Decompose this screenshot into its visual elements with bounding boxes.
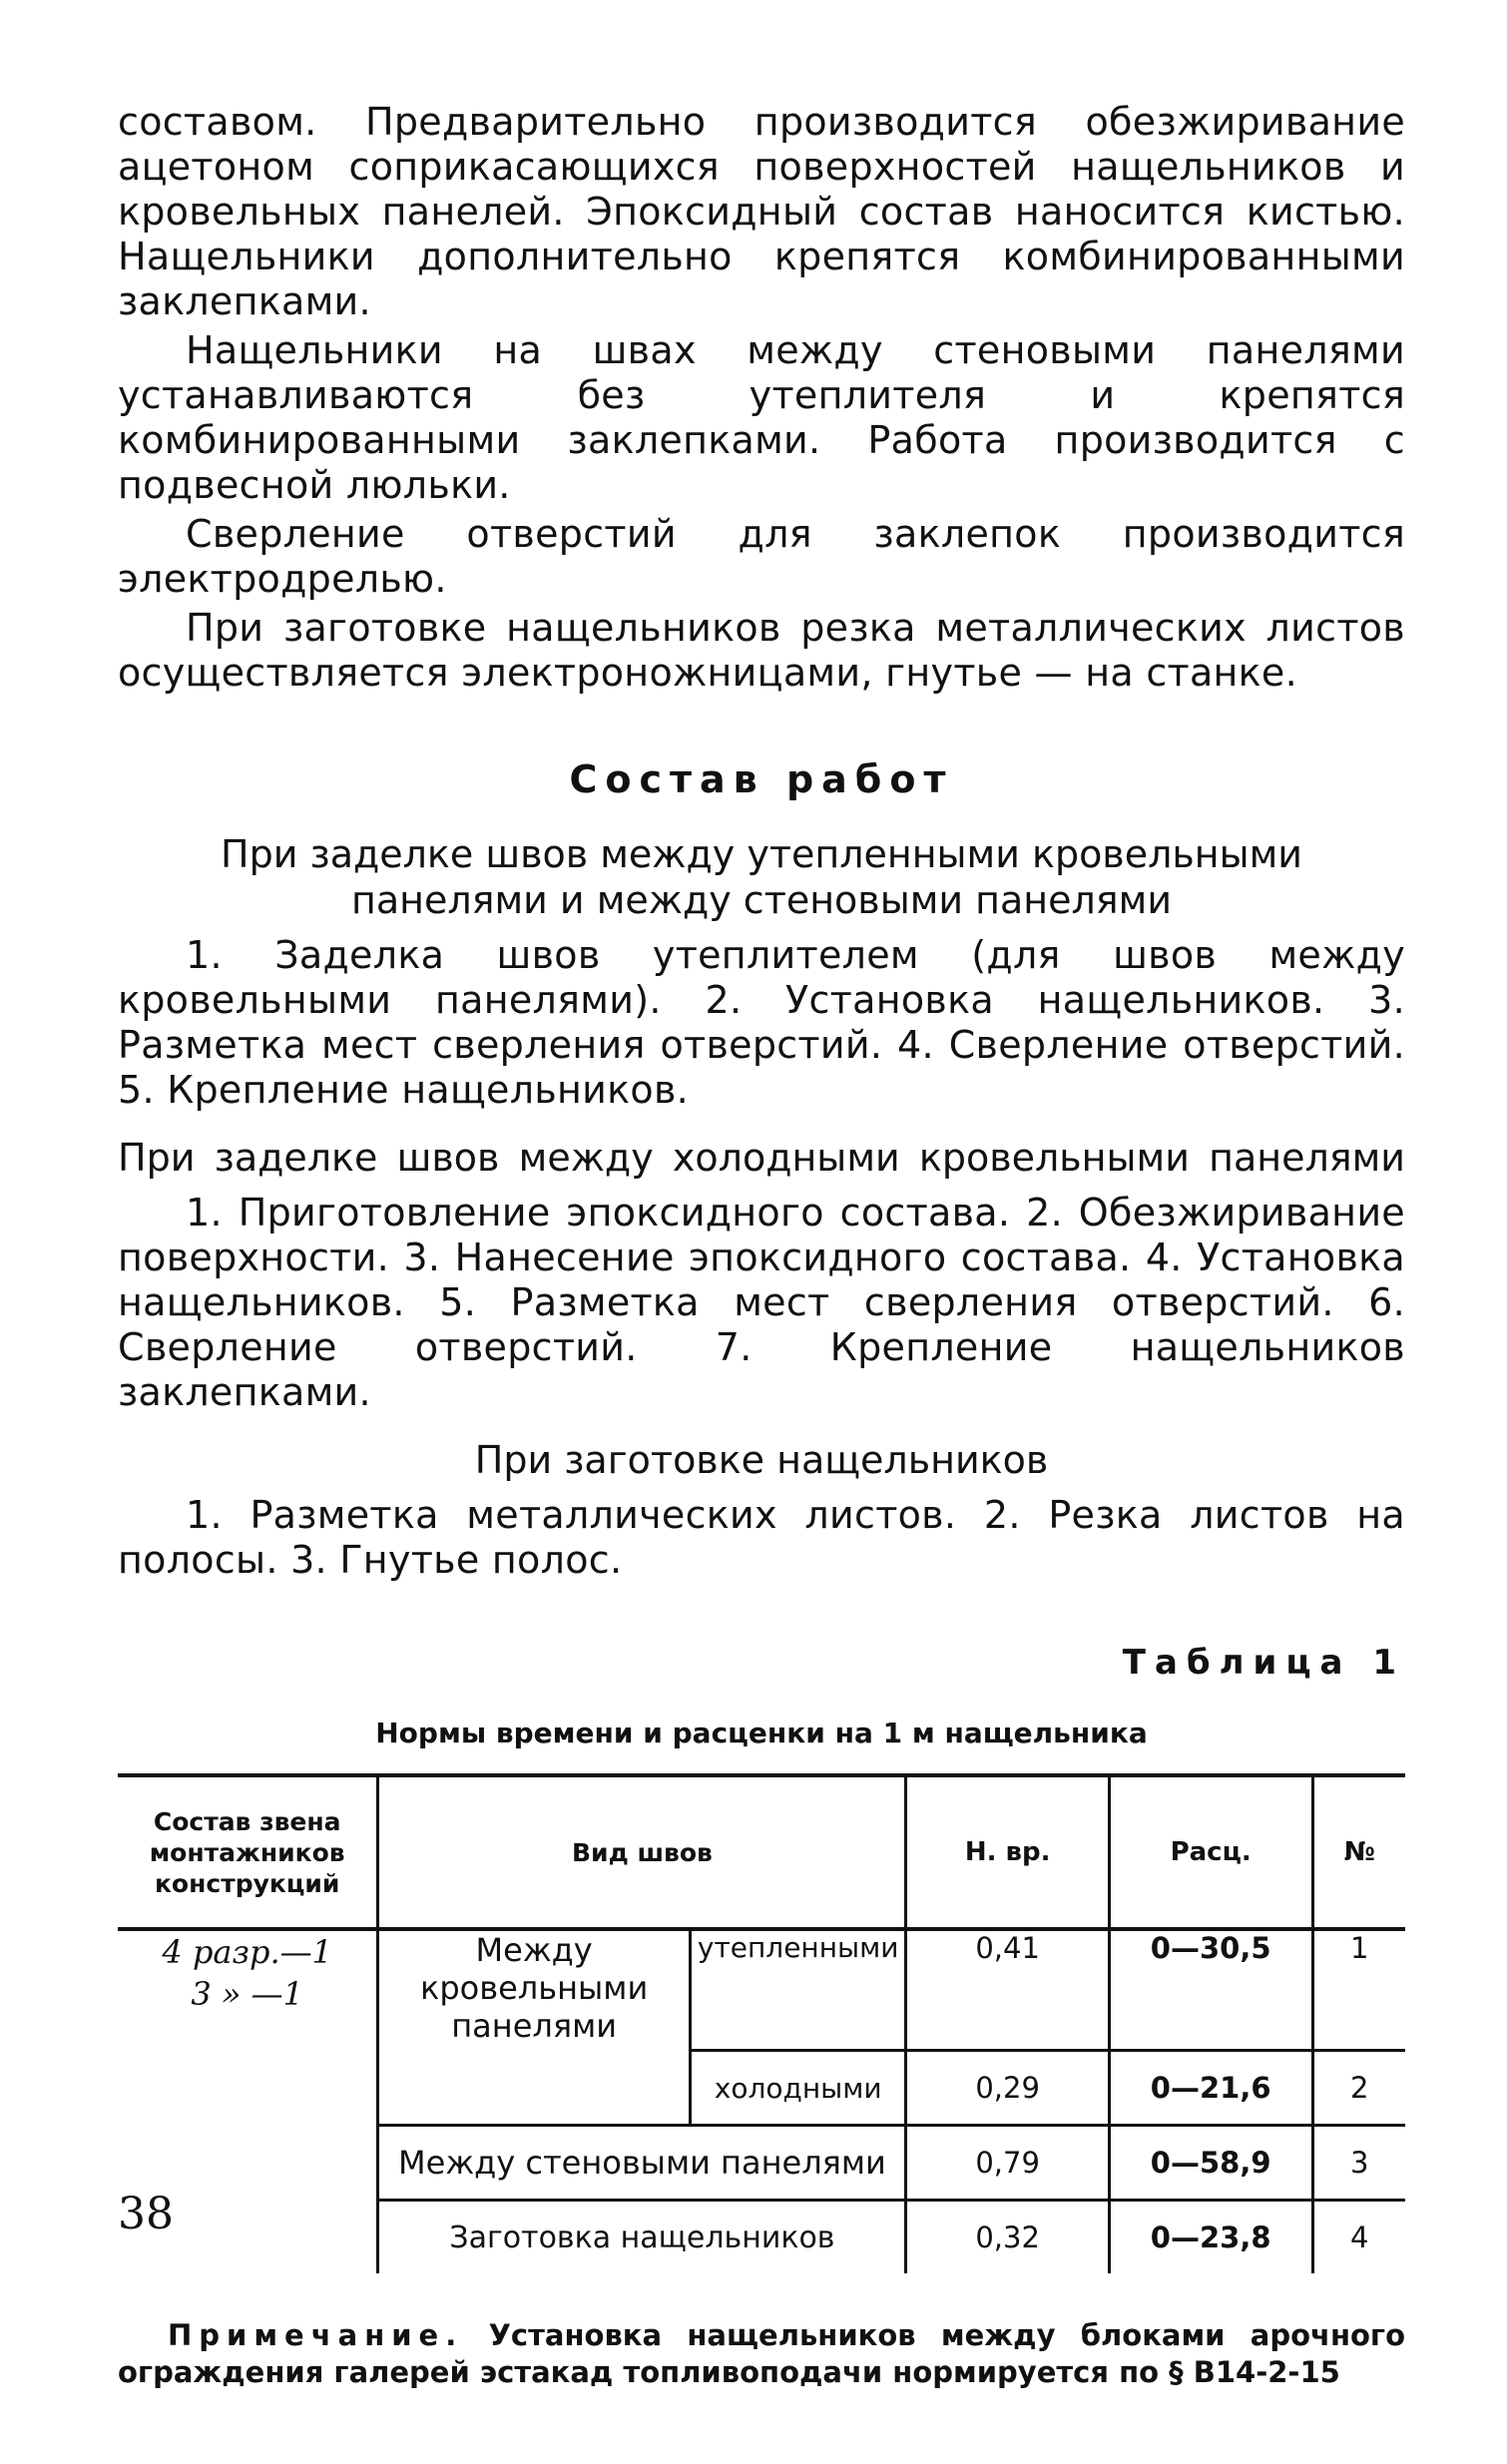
note-text: Установка нащельников между блоками арочного ограждения галерей эстакад топливоподачи нормируется по § В14-2-15: [118, 2318, 1405, 2389]
works-text-insulated: 1. Заделка швов утеплителем (для швов между кровельными панелями). 2. Установка нащельников. 3. Разметка мест сверления отверстий. 4. Сверление отверстий. 5. Крепление нащельников.: [118, 933, 1405, 1112]
wall-panels-label: Между стеновыми панелями: [378, 2126, 906, 2201]
paragraph-continuation: составом. Предварительно производится обезжиривание ацетоном соприкасающихся поверхностей нащельников и кровельных панелей. Эпоксидный состав наносится кистью. Нащельники дополнительно крепятся комбинированными заклепками.: [118, 100, 1405, 323]
table-note: [118, 2317, 1405, 2391]
row-number: 1: [1350, 1931, 1369, 1965]
norm-value: 0,41: [906, 1929, 1109, 2051]
table-label: Таблица 1: [1122, 1643, 1405, 1683]
works-heading-insulated: При заделке швов между утепленными кровельными панелями и между стеновыми панелями: [221, 832, 1302, 922]
table-row: [118, 1929, 1405, 2051]
page-number: 38: [118, 2189, 174, 2239]
header-num: №: [1312, 1775, 1405, 1929]
sub-insulated: утепленными: [690, 1929, 906, 2051]
sub-cold: холодными: [690, 2051, 906, 2126]
rate-value: 0—58,9: [1109, 2126, 1312, 2201]
crew-line-1: 4 разр.—1: [162, 1933, 332, 1971]
paragraph-drilling: Сверление отверстий для заклепок производится электродрелью.: [118, 512, 1405, 601]
norm-value: 0,29: [906, 2051, 1109, 2126]
section-title: Состав работ: [569, 757, 954, 801]
document-page: [118, 100, 1405, 2391]
rate-value: 0—23,8: [1109, 2201, 1312, 2274]
table-row: [118, 2126, 1405, 2201]
crew-composition: [118, 1929, 378, 2126]
preparation-label: Заготовка нащельников: [378, 2201, 906, 2274]
table-row: [118, 2201, 1405, 2274]
paragraph-wall-seams: Нащельники на швах между стеновыми панелями устанавливаются без утеплителя и крепятся комбинированными заклепками. Работа производится с подвесной люльки.: [118, 328, 1405, 507]
norms-table: [118, 1773, 1405, 2273]
note-lead: Примечание.: [168, 2318, 464, 2352]
header-rate: Расц.: [1109, 1775, 1312, 1929]
works-text-cold: 1. Приготовление эпоксидного состава. 2. Обезжиривание поверхности. 3. Нанесение эпоксидного состава. 4. Установка нащельников. 5. Разметка мест сверления отверстий. 6. Сверление отверстий. 7. Крепление нащельников заклепками.: [118, 1191, 1405, 1414]
works-text-preparation: 1. Разметка металлических листов. 2. Резка листов на полосы. 3. Гнутье полос.: [118, 1493, 1405, 1582]
header-crew: Состав звена монтажников конструкций: [118, 1775, 378, 1929]
norm-value: 0,79: [906, 2126, 1109, 2201]
works-heading-cold: При заделке швов между холодными кровельными панелями: [118, 1136, 1405, 1180]
table-title: Нормы времени и расценки на 1 м нащельника: [375, 1717, 1148, 1749]
works-heading-preparation: При заготовке нащельников: [474, 1438, 1049, 1482]
header-norm: Н. вр.: [906, 1775, 1109, 1929]
row-number: 4: [1312, 2201, 1405, 2274]
crew-line-2: 3 » —1: [191, 1975, 304, 2013]
rate-value: 0—21,6: [1109, 2051, 1312, 2126]
group-roof-panels: Между кровельными панелями: [378, 1929, 691, 2126]
rate-value: 0—30,5: [1109, 1929, 1312, 2051]
row-number: 3: [1312, 2126, 1405, 2201]
header-seam-type: Вид швов: [378, 1775, 906, 1929]
row-number: 2: [1312, 2051, 1405, 2126]
paragraph-preparation: При заготовке нащельников резка металлических листов осуществляется электроножницами, гнутье — на станке.: [118, 606, 1405, 695]
norm-value: 0,32: [906, 2201, 1109, 2274]
table-header-row: [118, 1775, 1405, 1929]
